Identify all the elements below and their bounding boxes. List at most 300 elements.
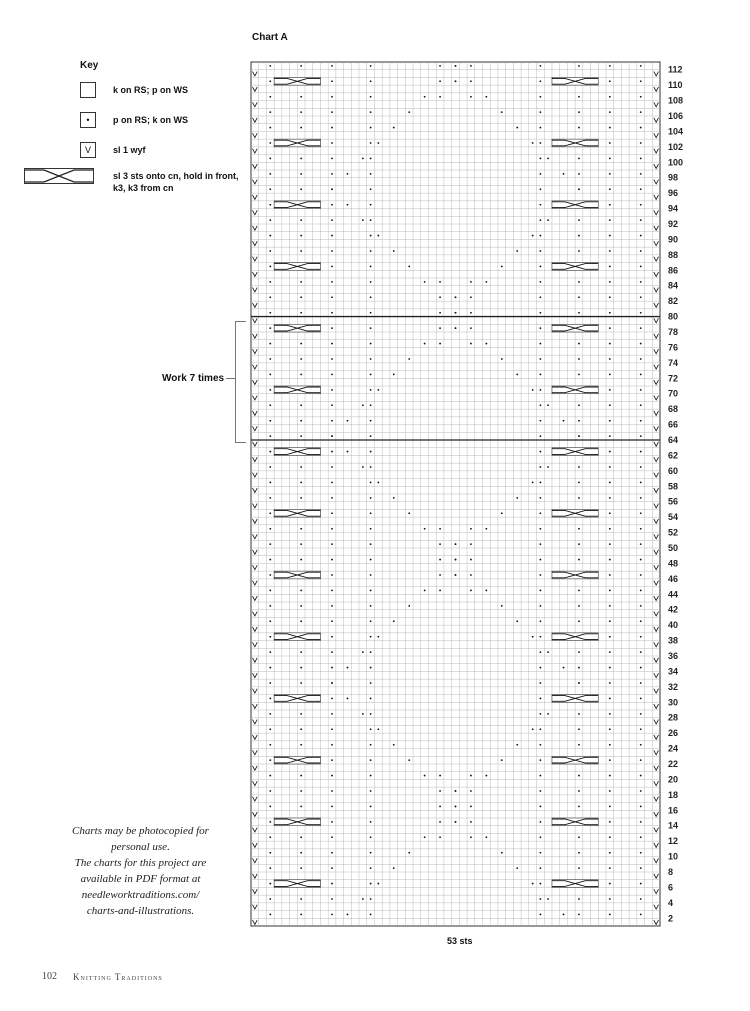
purl-stitch: [370, 65, 372, 67]
purl-stitch: [609, 728, 611, 730]
purl-stitch: [547, 219, 549, 221]
purl-stitch: [269, 713, 271, 715]
purl-stitch: [300, 374, 302, 376]
purl-stitch: [532, 883, 534, 885]
purl-stitch: [609, 127, 611, 129]
purl-stitch: [539, 605, 541, 607]
row-number: 80: [668, 311, 679, 322]
purl-stitch: [640, 759, 642, 761]
row-number: 24: [668, 743, 679, 754]
note-line: needleworktraditions.com/: [81, 889, 200, 901]
purl-stitch: [640, 744, 642, 746]
purl-stitch: [331, 806, 333, 808]
purl-stitch: [516, 497, 518, 499]
purl-stitch: [578, 96, 580, 98]
purl-stitch: [532, 235, 534, 237]
row-number: 18: [668, 789, 679, 800]
purl-stitch: [609, 235, 611, 237]
purl-stitch: [455, 312, 457, 314]
purl-stitch: [539, 266, 541, 268]
purl-stitch: [424, 590, 426, 592]
purl-stitch: [269, 204, 271, 206]
purl-stitch: [640, 111, 642, 113]
purl-stitch: [269, 65, 271, 67]
purl-stitch: [269, 775, 271, 777]
row-number: 10: [668, 851, 679, 862]
purl-stitch: [300, 173, 302, 175]
purl-stitch: [331, 852, 333, 854]
purl-stitch: [578, 713, 580, 715]
purl-stitch: [439, 327, 441, 329]
purl-stitch: [640, 867, 642, 869]
purl-stitch: [269, 327, 271, 329]
purl-stitch: [408, 111, 410, 113]
purl-stitch: [331, 127, 333, 129]
note-line: Charts may be photocopied for: [72, 825, 209, 837]
purl-stitch: [269, 651, 271, 653]
purl-stitch: [640, 698, 642, 700]
purl-stitch: [578, 219, 580, 221]
purl-stitch: [640, 204, 642, 206]
purl-stitch: [640, 80, 642, 82]
purl-stitch: [640, 281, 642, 283]
purl-stitch: [609, 158, 611, 160]
row-number: 70: [668, 388, 679, 399]
purl-stitch: [269, 80, 271, 82]
purl-stitch: [439, 312, 441, 314]
purl-stitch: [370, 343, 372, 345]
row-number: 22: [668, 759, 679, 769]
purl-stitch: [640, 713, 642, 715]
purl-stitch: [609, 512, 611, 514]
purl-stitch: [370, 435, 372, 437]
repeat-label: Work 7 times: [162, 373, 225, 384]
purl-stitch: [300, 867, 302, 869]
purl-stitch: [609, 775, 611, 777]
purl-stitch: [539, 127, 541, 129]
purl-stitch: [578, 559, 580, 561]
purl-stitch: [269, 914, 271, 916]
purl-stitch: [547, 651, 549, 653]
purl-stitch: [439, 836, 441, 838]
purl-stitch: [578, 281, 580, 283]
purl-stitch: [300, 281, 302, 283]
purl-stitch: [547, 898, 549, 900]
purl-stitch: [269, 605, 271, 607]
purl-stitch: [300, 728, 302, 730]
purl-stitch: [539, 883, 541, 885]
purl-stitch: [640, 142, 642, 144]
purl-stitch: [331, 836, 333, 838]
purl-stitch: [331, 173, 333, 175]
row-number: 112: [668, 64, 683, 75]
purl-stitch: [370, 590, 372, 592]
purl-stitch: [439, 790, 441, 792]
purl-stitch: [532, 142, 534, 144]
purl-stitch: [408, 605, 410, 607]
purl-stitch: [578, 898, 580, 900]
purl-stitch: [393, 744, 395, 746]
purl-stitch: [609, 65, 611, 67]
purl-stitch: [640, 605, 642, 607]
purl-stitch: [269, 574, 271, 576]
purl-stitch: [370, 543, 372, 545]
row-number: 92: [668, 219, 679, 229]
purl-stitch: [609, 173, 611, 175]
purl-stitch: [424, 281, 426, 283]
purl-stitch: [539, 435, 541, 437]
purl-stitch: [539, 528, 541, 530]
purl-stitch: [539, 466, 541, 468]
purl-stitch: [300, 235, 302, 237]
purl-stitch: [300, 790, 302, 792]
purl-stitch: [640, 574, 642, 576]
purl-stitch: [370, 173, 372, 175]
purl-stitch: [547, 713, 549, 715]
purl-stitch: [300, 466, 302, 468]
purl-stitch: [539, 867, 541, 869]
purl-stitch: [370, 636, 372, 638]
purl-stitch: [331, 682, 333, 684]
purl-stitch: [578, 312, 580, 314]
purl-stitch: [269, 898, 271, 900]
purl-stitch: [539, 158, 541, 160]
purl-stitch: [640, 173, 642, 175]
row-number: 54: [668, 512, 679, 523]
purl-stitch: [609, 451, 611, 453]
purl-stitch: [331, 574, 333, 576]
purl-stitch: [539, 343, 541, 345]
purl-stitch: [331, 327, 333, 329]
purl-stitch: [539, 80, 541, 82]
purl-stitch: [408, 266, 410, 268]
purl-stitch: [609, 482, 611, 484]
purl-stitch: [455, 296, 457, 298]
purl-stitch: [331, 914, 333, 916]
row-number: 96: [668, 188, 679, 199]
purl-stitch: [609, 852, 611, 854]
purl-stitch: [640, 821, 642, 823]
purl-stitch: [370, 466, 372, 468]
purl-stitch: [609, 914, 611, 916]
row-number: 62: [668, 450, 679, 461]
purl-stitch: [609, 682, 611, 684]
purl-stitch: [539, 389, 541, 391]
purl-stitch: [300, 713, 302, 715]
purl-stitch: [300, 667, 302, 669]
purl-stitch: [539, 574, 541, 576]
purl-stitch: [362, 898, 364, 900]
purl-stitch: [609, 651, 611, 653]
purl-stitch: [578, 852, 580, 854]
purl-stitch: [408, 852, 410, 854]
purl-stitch: [331, 497, 333, 499]
row-number: 32: [668, 681, 679, 692]
purl-stitch: [578, 728, 580, 730]
purl-stitch: [539, 698, 541, 700]
purl-stitch: [501, 266, 503, 268]
purl-stitch: [370, 775, 372, 777]
purl-stitch: [370, 127, 372, 129]
purl-stitch: [578, 482, 580, 484]
purl-stitch: [269, 389, 271, 391]
purl-stitch: [370, 389, 372, 391]
purl-stitch: [269, 96, 271, 98]
purl-stitch: [539, 404, 541, 406]
purl-stitch: [640, 543, 642, 545]
row-number: 108: [668, 95, 684, 106]
purl-stitch: [485, 590, 487, 592]
purl-stitch: [640, 327, 642, 329]
purl-stitch: [640, 836, 642, 838]
purl-stitch: [640, 512, 642, 514]
purl-stitch: [347, 420, 349, 422]
purl-stitch: [370, 728, 372, 730]
row-number: 50: [668, 543, 679, 553]
purl-stitch: [269, 728, 271, 730]
purl-stitch: [470, 590, 472, 592]
purl-stitch: [370, 451, 372, 453]
row-number: 98: [668, 172, 679, 183]
purl-stitch: [609, 744, 611, 746]
purl-stitch: [439, 543, 441, 545]
note-line: The charts for this project are: [74, 857, 207, 869]
purl-stitch: [539, 914, 541, 916]
purl-stitch: [331, 543, 333, 545]
note-line: charts-and-illustrations.: [86, 905, 195, 917]
purl-stitch: [609, 343, 611, 345]
purl-stitch: [516, 374, 518, 376]
purl-stitch: [439, 281, 441, 283]
purl-stitch: [269, 667, 271, 669]
purl-stitch: [377, 235, 379, 237]
purl-stitch: [370, 574, 372, 576]
purl-stitch: [609, 528, 611, 530]
purl-stitch: [393, 867, 395, 869]
purl-stitch: [609, 790, 611, 792]
purl-stitch: [300, 914, 302, 916]
purl-stitch: [578, 497, 580, 499]
purl-stitch: [609, 497, 611, 499]
purl-stitch: [331, 158, 333, 160]
purl-stitch: [331, 713, 333, 715]
purl-stitch: [539, 713, 541, 715]
purl-stitch: [331, 636, 333, 638]
purl-stitch: [539, 173, 541, 175]
row-number: 104: [668, 126, 684, 137]
purl-stitch: [347, 667, 349, 669]
purl-stitch: [269, 111, 271, 113]
purl-stitch: [269, 374, 271, 376]
purl-stitch: [347, 451, 349, 453]
purl-stitch: [300, 343, 302, 345]
purl-stitch: [470, 65, 472, 67]
row-number: 30: [668, 697, 679, 708]
purl-stitch: [547, 158, 549, 160]
purl-stitch: [501, 512, 503, 514]
purl-stitch: [393, 250, 395, 252]
purl-stitch: [455, 790, 457, 792]
purl-stitch: [578, 65, 580, 67]
purl-stitch: [300, 482, 302, 484]
purl-stitch: [578, 127, 580, 129]
purl-stitch: [269, 158, 271, 160]
purl-stitch: [609, 883, 611, 885]
purl-stitch: [640, 358, 642, 360]
purl-stitch: [408, 358, 410, 360]
purl-stitch: [331, 759, 333, 761]
purl-stitch: [300, 744, 302, 746]
purl-stitch: [269, 883, 271, 885]
purl-stitch: [331, 358, 333, 360]
publication-title: Knitting Traditions: [73, 972, 163, 982]
purl-stitch: [370, 327, 372, 329]
purl-stitch: [269, 497, 271, 499]
purl-stitch: [501, 605, 503, 607]
purl-stitch: [331, 111, 333, 113]
row-number: 94: [668, 203, 679, 214]
row-number: 88: [668, 249, 679, 260]
purl-stitch: [300, 775, 302, 777]
purl-stitch: [532, 482, 534, 484]
purl-stitch: [485, 836, 487, 838]
purl-stitch: [331, 698, 333, 700]
purl-stitch: [609, 204, 611, 206]
purl-stitch: [370, 806, 372, 808]
purl-stitch: [501, 111, 503, 113]
purl-stitch: [609, 759, 611, 761]
purl-stitch: [300, 219, 302, 221]
purl-stitch: [609, 219, 611, 221]
purl-stitch: [609, 250, 611, 252]
purl-stitch: [640, 404, 642, 406]
key-label-purl: p on RS; k on WS: [113, 115, 188, 125]
row-number: 90: [668, 234, 679, 245]
row-number: 44: [668, 589, 679, 600]
purl-stitch: [640, 389, 642, 391]
purl-stitch: [539, 296, 541, 298]
purl-stitch: [370, 158, 372, 160]
row-number: 38: [668, 635, 679, 646]
cable-label-line-1: sl 3 sts onto cn, hold in front,: [113, 171, 239, 181]
purl-stitch: [370, 759, 372, 761]
purl-stitch: [470, 296, 472, 298]
purl-stitch: [609, 466, 611, 468]
purl-stitch: [609, 80, 611, 82]
purl-stitch: [640, 266, 642, 268]
purl-stitch: [300, 158, 302, 160]
purl-stitch: [370, 250, 372, 252]
purl-stitch: [370, 281, 372, 283]
purl-stitch: [377, 728, 379, 730]
repeat-bracket: [235, 321, 246, 443]
purl-stitch: [370, 836, 372, 838]
purl-stitch: [370, 914, 372, 916]
row-number: 36: [668, 651, 679, 661]
purl-stitch: [439, 821, 441, 823]
purl-stitch: [455, 806, 457, 808]
purl-stitch: [331, 528, 333, 530]
purl-stitch: [640, 451, 642, 453]
purl-stitch: [362, 158, 364, 160]
purl-stitch: [640, 435, 642, 437]
purl-stitch: [539, 281, 541, 283]
purl-stitch: [331, 250, 333, 252]
purl-stitch: [485, 775, 487, 777]
purl-stitch: [501, 358, 503, 360]
purl-stitch: [640, 528, 642, 530]
purl-stitch: [347, 173, 349, 175]
purl-stitch: [393, 374, 395, 376]
row-number: 72: [668, 373, 679, 384]
purl-stitch: [370, 204, 372, 206]
purl-stitch: [539, 636, 541, 638]
row-number: 102: [668, 141, 684, 152]
row-number: 84: [668, 280, 679, 291]
purl-stitch: [640, 497, 642, 499]
purl-stitch: [370, 867, 372, 869]
row-number: 20: [668, 774, 679, 785]
purl-stitch: [300, 250, 302, 252]
purl-stitch: [578, 374, 580, 376]
purl-stitch: [609, 188, 611, 190]
purl-stitch: [370, 883, 372, 885]
row-number: 86: [668, 265, 679, 276]
purl-stitch: [269, 836, 271, 838]
purl-stitch: [539, 358, 541, 360]
purl-stitch: [331, 620, 333, 622]
purl-stitch: [547, 466, 549, 468]
purl-stitch: [578, 605, 580, 607]
purl-stitch: [640, 235, 642, 237]
purl-stitch: [331, 96, 333, 98]
repeat-bracket-tick: [226, 378, 235, 379]
purl-stitch: [539, 667, 541, 669]
purl-stitch: [539, 111, 541, 113]
purl-stitch: [300, 682, 302, 684]
purl-stitch: [300, 806, 302, 808]
purl-stitch: [470, 836, 472, 838]
purl-stitch: [362, 466, 364, 468]
purl-stitch: [609, 312, 611, 314]
purl-stitch: [370, 404, 372, 406]
page-number: 102: [42, 971, 57, 982]
purl-stitch: [269, 312, 271, 314]
purl-stitch: [470, 790, 472, 792]
purl-stitch: [439, 96, 441, 98]
purl-stitch: [269, 266, 271, 268]
purl-stitch: [331, 867, 333, 869]
purl-stitch: [640, 559, 642, 561]
purl-stitch: [439, 80, 441, 82]
purl-stitch: [347, 204, 349, 206]
purl-stitch: [269, 590, 271, 592]
purl-stitch: [609, 96, 611, 98]
purl-stitch: [609, 667, 611, 669]
note-line: available in PDF format at: [80, 873, 201, 885]
purl-stitch: [347, 698, 349, 700]
purl-stitch: [331, 312, 333, 314]
purl-stitch: [269, 790, 271, 792]
purl-stitch: [455, 559, 457, 561]
purl-stitch: [300, 358, 302, 360]
purl-stitch: [331, 80, 333, 82]
purl-stitch: [470, 543, 472, 545]
purl-stitch: [377, 636, 379, 638]
purl-stitch: [578, 404, 580, 406]
row-number: 56: [668, 496, 679, 507]
purl-stitch: [370, 528, 372, 530]
